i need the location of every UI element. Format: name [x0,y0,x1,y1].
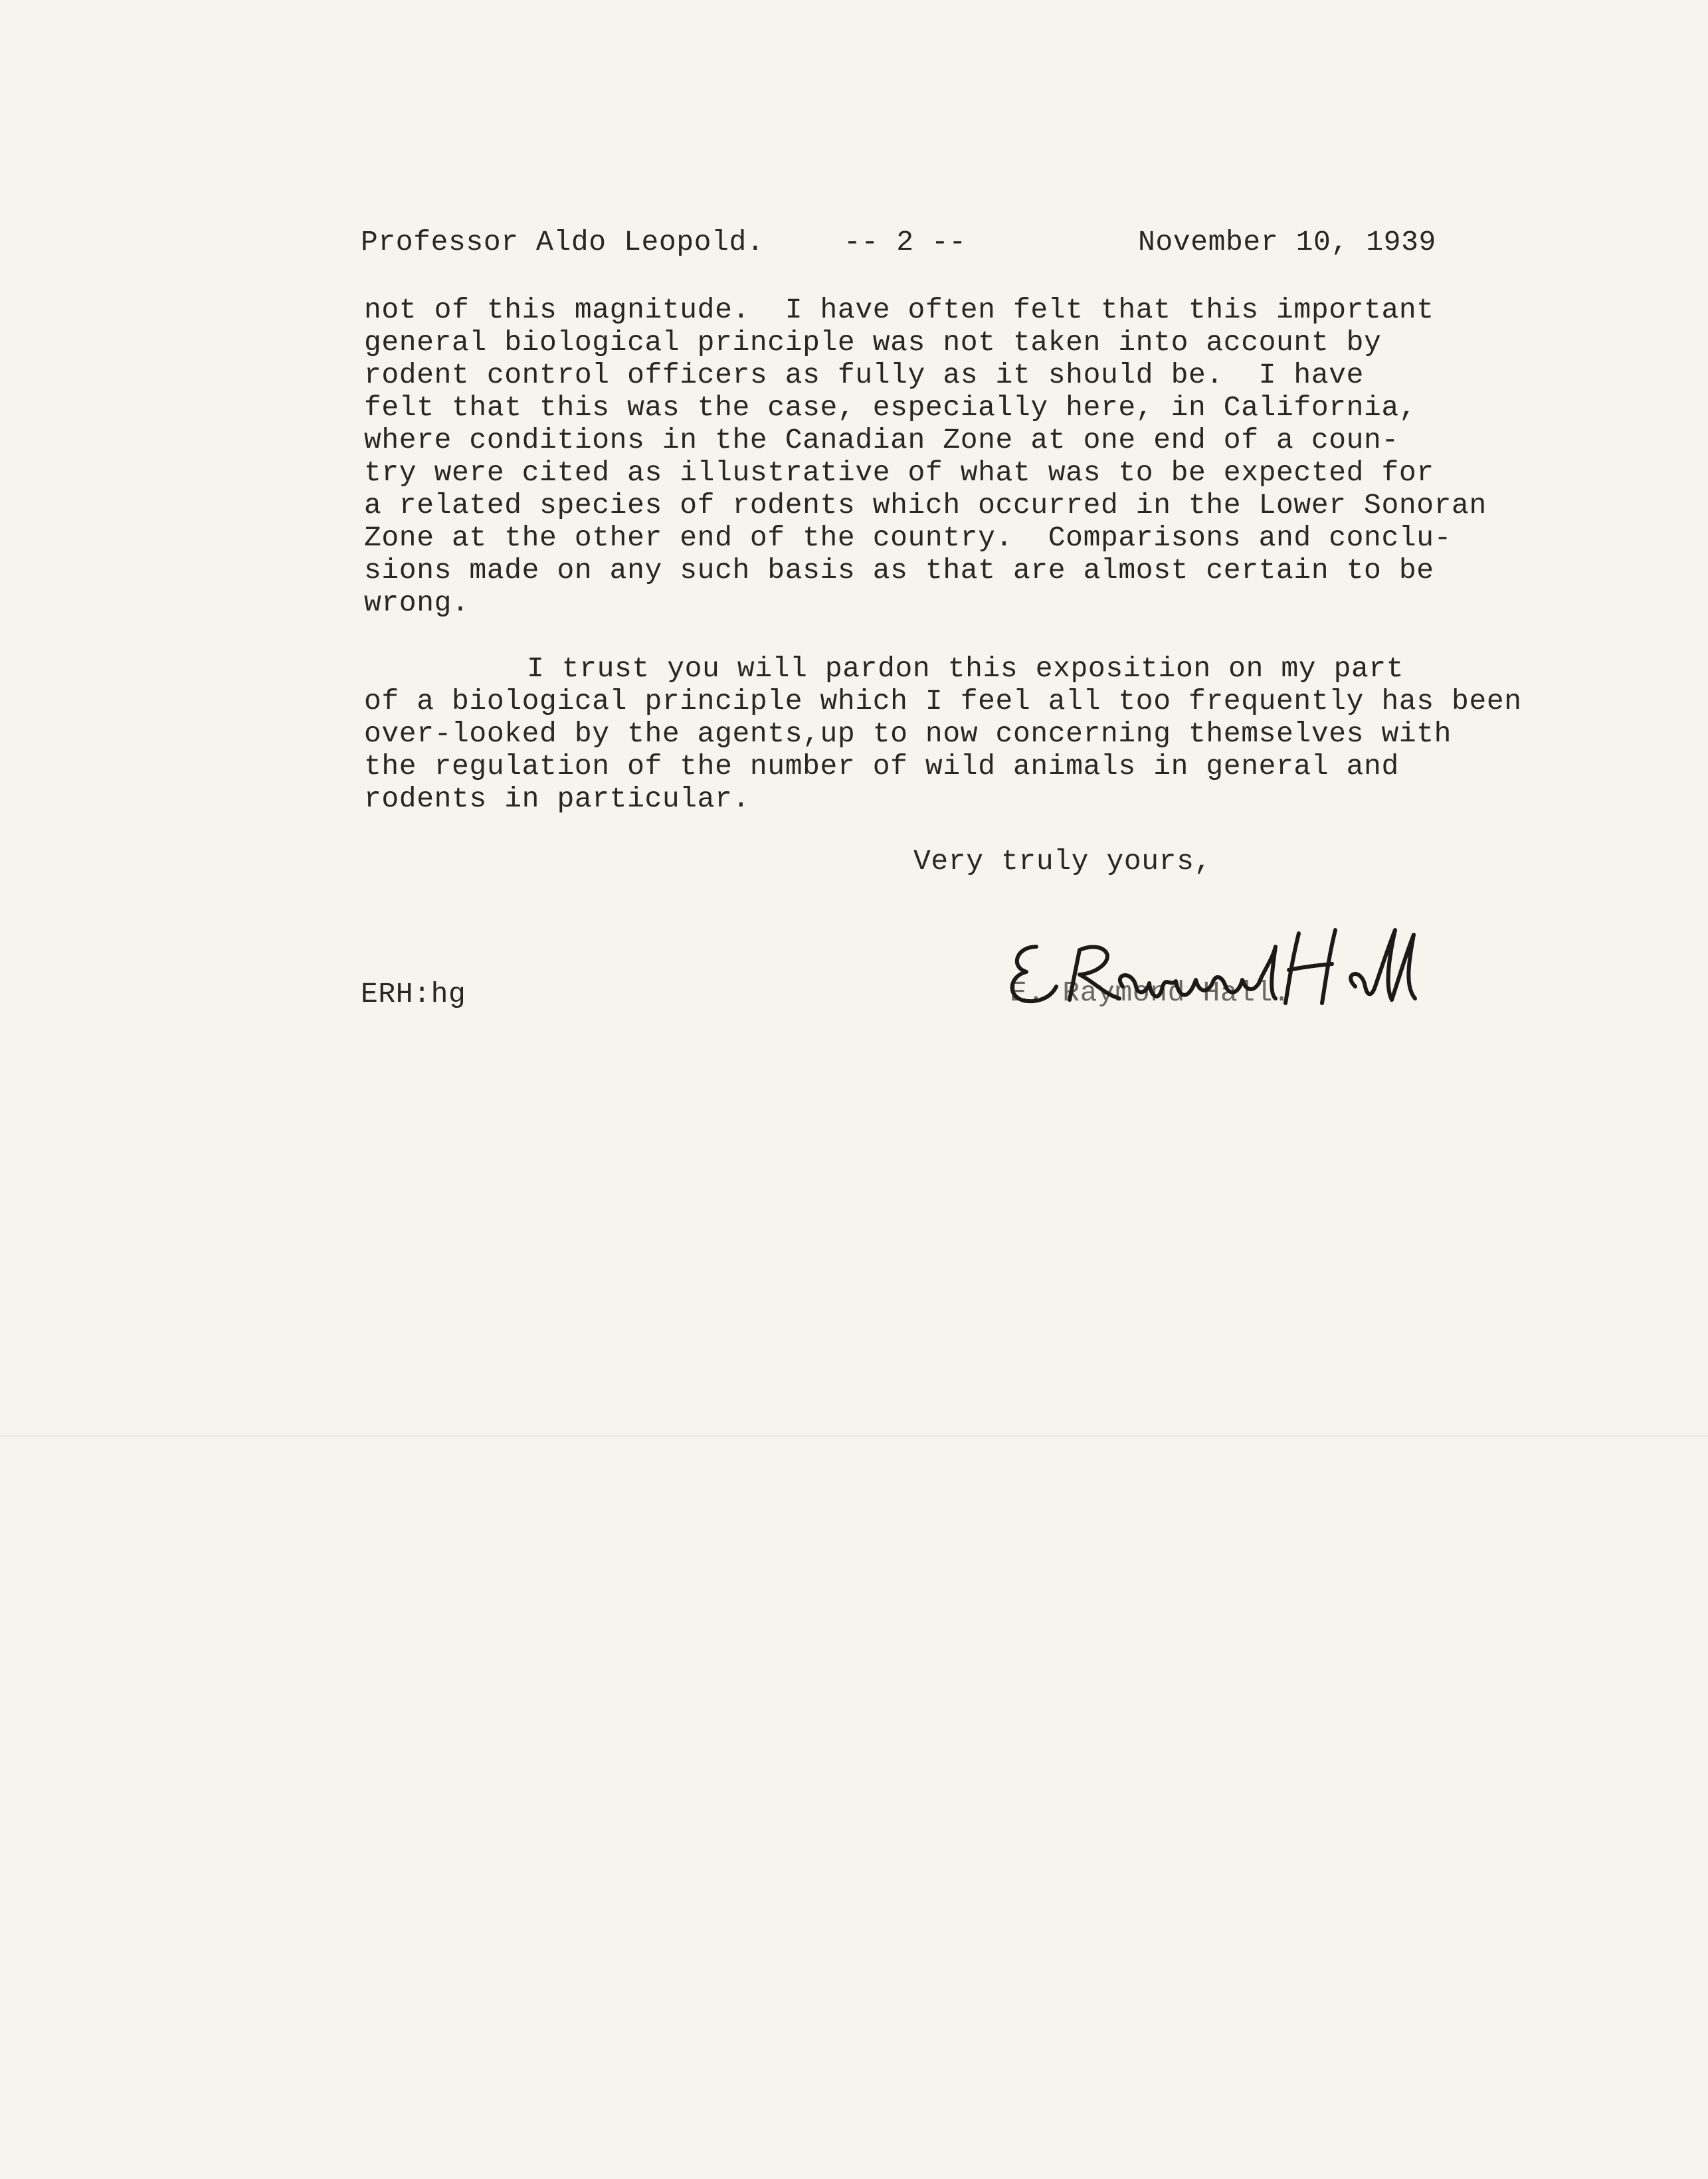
body-line: over-looked by the agents,up to now concerning themselves with [364,717,1452,750]
paper-fold [0,1435,1708,1437]
typist-initials: ERH:hg [361,978,466,1010]
body-line: general biological principle was not taken into account by [364,326,1382,359]
body-line: the regulation of the number of wild animals in general and [364,750,1399,783]
handwritten-signature [996,920,1462,1020]
letter-date: November 10, 1939 [1138,226,1436,258]
body-line: felt that this was the case, especially here, in California, [364,391,1417,424]
body-line: sions made on any such basis as that are almost certain to be [364,554,1434,587]
body-line: not of this magnitude. I have often felt that this important [364,294,1434,326]
body-line: try were cited as illustrative of what was to be expected for [364,456,1434,489]
body-line: rodent control officers as fully as it should be. I have [364,359,1365,391]
typed-signatory-name: E. Raymond Hall. [1010,977,1291,1009]
body-line: wrong. [364,587,470,619]
body-line: of a biological principle which I feel all too frequently has been [364,685,1522,717]
body-line: where conditions in the Canadian Zone at one end of a coun- [364,424,1399,456]
closing-salutation: Very truly yours, [913,845,1212,878]
page-number: -- 2 -- [844,226,967,258]
body-line: rodents in particular. [364,783,750,815]
body-line: Zone at the other end of the country. Comparisons and conclu- [364,521,1452,554]
body-line: a related species of rodents which occurred in the Lower Sonoran [364,489,1487,521]
recipient-name: Professor Aldo Leopold. [361,226,765,258]
body-line: I trust you will pardon this exposition on my part [527,652,1404,685]
